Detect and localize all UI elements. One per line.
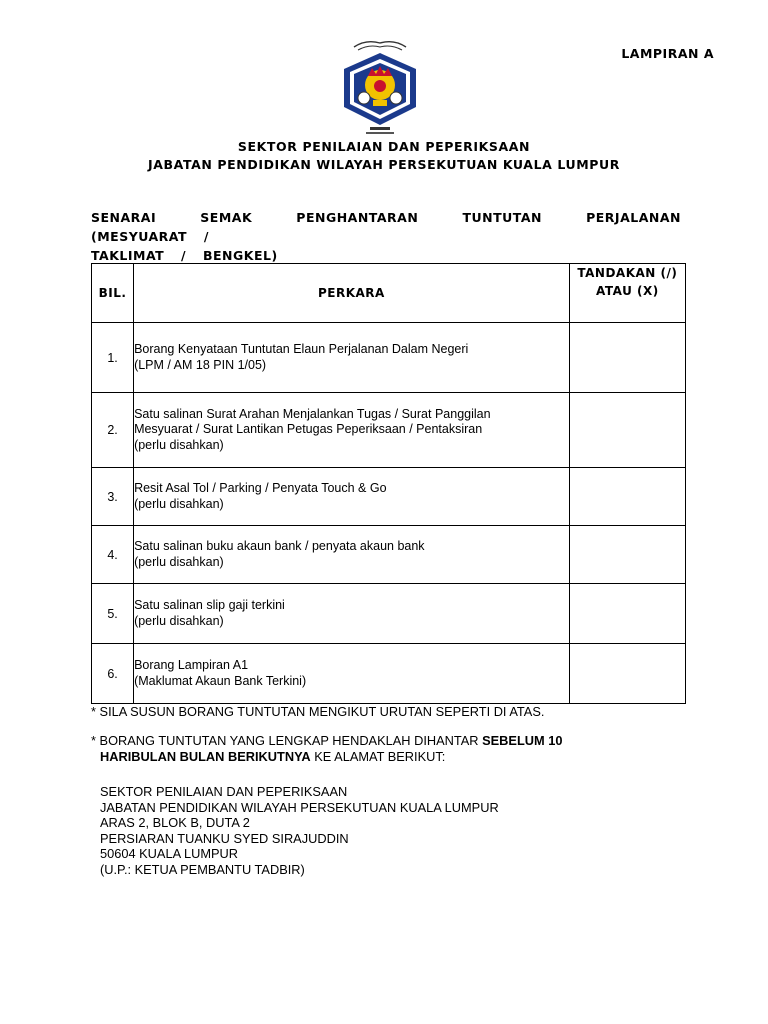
- checkmark-cell[interactable]: [569, 393, 685, 468]
- row-line: (perlu disahkan): [134, 437, 224, 452]
- header-tandakan: [569, 264, 685, 323]
- row-line: Satu salinan buku akaun bank / penyata akaun bank: [134, 539, 425, 553]
- row-line: Resit Asal Tol / Parking / Penyata Touch & Go: [134, 481, 387, 495]
- header-sector: SEKTOR PENILAIAN DAN PEPERIKSAAN: [237, 139, 531, 154]
- lampiran-label: LAMPIRAN A: [621, 46, 714, 61]
- row-description: [134, 644, 570, 704]
- row-number: 2.: [92, 393, 134, 468]
- title-line-1: SENARAI SEMAK PENGHANTARAN TUNTUTAN PERJALANAN (MESYUARAT /: [91, 210, 681, 244]
- table-header-row: [92, 264, 686, 323]
- notes-section: [91, 704, 691, 877]
- checkmark-cell[interactable]: [569, 323, 685, 393]
- row-description: [134, 393, 570, 468]
- table-row: [92, 644, 686, 704]
- checkmark-cell[interactable]: [569, 584, 685, 644]
- address-line: (U.P.: KETUA PEMBANTU TADBIR): [100, 861, 305, 877]
- header-department: JABATAN PENDIDIKAN WILAYAH PERSEKUTUAN KUALA LUMPUR: [147, 157, 621, 172]
- header-tandakan-line1: TANDAKAN (/): [577, 266, 678, 280]
- mailing-address: [100, 784, 691, 877]
- table-row: [92, 584, 686, 644]
- row-line: Mesyuarat / Surat Lantikan Petugas Peperiksaan / Pentaksiran: [134, 422, 483, 437]
- document-header: [0, 138, 768, 174]
- row-line: (perlu disahkan): [134, 496, 224, 511]
- header-tandakan-line2: ATAU (X): [596, 284, 659, 298]
- table-row: [92, 393, 686, 468]
- row-description: [134, 584, 570, 644]
- row-description: [134, 323, 570, 393]
- row-line: Satu salinan Surat Arahan Menjalankan Tugas / Surat Panggilan: [134, 406, 491, 421]
- row-line: (perlu disahkan): [134, 613, 224, 628]
- row-number: 6.: [92, 644, 134, 704]
- row-description: [134, 468, 570, 526]
- checkmark-cell[interactable]: [569, 644, 685, 704]
- row-line: Borang Lampiran A1: [134, 658, 249, 672]
- row-line: (perlu disahkan): [134, 554, 224, 569]
- note-deadline-prefix: * BORANG TUNTUTAN YANG LENGKAP HENDAKLAH DIHANTAR: [91, 733, 483, 748]
- document-title: [91, 208, 681, 265]
- title-line-2: TAKLIMAT / BENGKEL): [91, 248, 278, 263]
- address-line: ARAS 2, BLOK B, DUTA 2: [100, 815, 250, 830]
- row-number: 1.: [92, 323, 134, 393]
- header-perkara: PERKARA: [134, 264, 570, 323]
- row-line: (LPM / AM 18 PIN 1/05): [134, 357, 267, 372]
- row-line: Satu salinan slip gaji terkini: [134, 598, 285, 612]
- row-number: 4.: [92, 526, 134, 584]
- jpwp-crest-logo: [336, 38, 424, 136]
- address-line: SEKTOR PENILAIAN DAN PEPERIKSAAN: [100, 784, 348, 799]
- note-sort-order: * SILA SUSUN BORANG TUNTUTAN MENGIKUT URUTAN SEPERTI DI ATAS.: [91, 704, 545, 719]
- checklist-table: [91, 263, 686, 704]
- header-bil: BIL.: [92, 264, 134, 323]
- row-line: Borang Kenyataan Tuntutan Elaun Perjalanan Dalam Negeri: [134, 342, 469, 356]
- checkmark-cell[interactable]: [569, 526, 685, 584]
- table-row: [92, 323, 686, 393]
- address-line: PERSIARAN TUANKU SYED SIRAJUDDIN: [100, 830, 349, 846]
- row-description: [134, 526, 570, 584]
- note-submission-deadline: [91, 733, 691, 765]
- note-deadline-month: HARIBULAN BULAN BERIKUTNYA: [100, 749, 311, 764]
- address-line: 50604 KUALA LUMPUR: [100, 846, 238, 861]
- note-deadline-date: SEBELUM 10: [482, 733, 563, 748]
- row-line: (Maklumat Akaun Bank Terkini): [134, 673, 307, 688]
- table-row: [92, 526, 686, 584]
- row-number: 5.: [92, 584, 134, 644]
- row-number: 3.: [92, 468, 134, 526]
- note-deadline-suffix: KE ALAMAT BERIKUT:: [310, 749, 446, 764]
- checkmark-cell[interactable]: [569, 468, 685, 526]
- table-row: [92, 468, 686, 526]
- address-line: JABATAN PENDIDIKAN WILAYAH PERSEKUTUAN KUALA LUMPUR: [100, 799, 499, 815]
